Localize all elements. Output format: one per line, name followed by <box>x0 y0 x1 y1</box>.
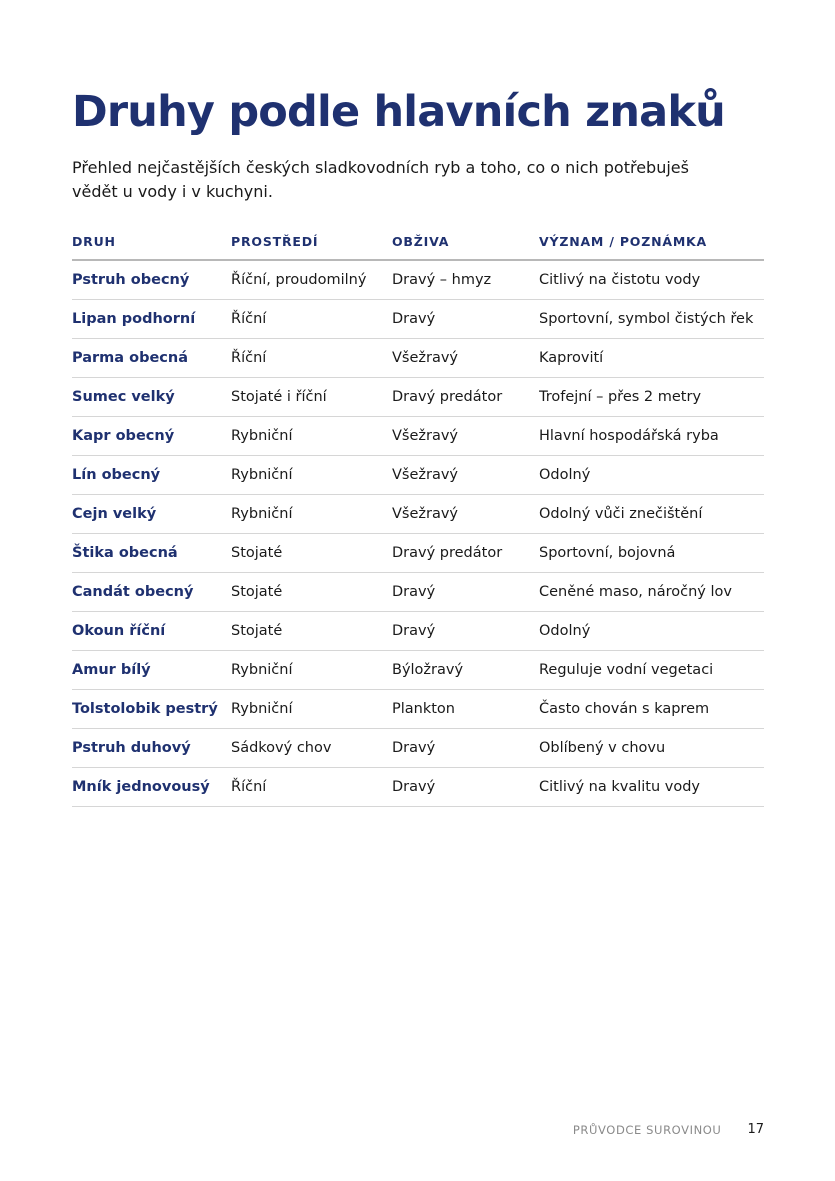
cell-note: Sportovní, symbol čistých řek <box>539 300 764 339</box>
fish-species-table <box>72 224 764 807</box>
column-header-species: DRUH <box>72 224 231 260</box>
cell-note: Často chován s kaprem <box>539 690 764 729</box>
page-footer <box>573 1122 764 1137</box>
table-row <box>72 573 764 612</box>
cell-species: Amur bílý <box>72 651 231 690</box>
table-row <box>72 339 764 378</box>
table-row <box>72 300 764 339</box>
cell-species: Kapr obecný <box>72 417 231 456</box>
cell-diet: Všežravý <box>392 417 539 456</box>
column-header-note: VÝZNAM / POZNÁMKA <box>539 224 764 260</box>
cell-habitat: Říční <box>231 768 392 807</box>
cell-note: Hlavní hospodářská ryba <box>539 417 764 456</box>
table-row <box>72 378 764 417</box>
cell-species: Okoun říční <box>72 612 231 651</box>
cell-habitat: Říční <box>231 300 392 339</box>
cell-diet: Všežravý <box>392 456 539 495</box>
cell-species: Pstruh obecný <box>72 260 231 300</box>
cell-species: Lín obecný <box>72 456 231 495</box>
cell-habitat: Stojaté <box>231 612 392 651</box>
cell-diet: Býložravý <box>392 651 539 690</box>
table-row <box>72 690 764 729</box>
cell-note: Ceněné maso, náročný lov <box>539 573 764 612</box>
table-row <box>72 768 764 807</box>
cell-habitat: Stojaté <box>231 534 392 573</box>
cell-note: Citlivý na kvalitu vody <box>539 768 764 807</box>
table-row <box>72 729 764 768</box>
cell-diet: Dravý <box>392 729 539 768</box>
cell-species: Mník jednovousý <box>72 768 231 807</box>
intro-paragraph: Přehled nejčastějších českých sladkovodních ryb a toho, co o nich potřebuješ vědět u vody i v kuchyni. <box>72 158 689 201</box>
cell-note: Odolný <box>539 612 764 651</box>
cell-habitat: Říční <box>231 339 392 378</box>
column-header-diet: OBŽIVA <box>392 224 539 260</box>
cell-species: Parma obecná <box>72 339 231 378</box>
cell-diet: Dravý <box>392 300 539 339</box>
cell-habitat: Sádkový chov <box>231 729 392 768</box>
cell-diet: Dravý <box>392 612 539 651</box>
cell-habitat: Rybniční <box>231 651 392 690</box>
table-row <box>72 495 764 534</box>
cell-note: Kaprovití <box>539 339 764 378</box>
cell-note: Sportovní, bojovná <box>539 534 764 573</box>
cell-species: Candát obecný <box>72 573 231 612</box>
page-number: 17 <box>747 1122 764 1137</box>
cell-note: Reguluje vodní vegetaci <box>539 651 764 690</box>
cell-diet: Dravý <box>392 768 539 807</box>
cell-species: Tolstolobik pestrý <box>72 690 231 729</box>
cell-note: Oblíbený v chovu <box>539 729 764 768</box>
cell-diet: Dravý predátor <box>392 378 539 417</box>
cell-habitat: Říční, proudomilný <box>231 260 392 300</box>
cell-species: Lipan podhorní <box>72 300 231 339</box>
cell-species: Cejn velký <box>72 495 231 534</box>
cell-diet: Plankton <box>392 690 539 729</box>
cell-note: Trofejní – přes 2 metry <box>539 378 764 417</box>
cell-habitat: Rybniční <box>231 495 392 534</box>
cell-diet: Všežravý <box>392 495 539 534</box>
table-row <box>72 456 764 495</box>
table-header-row <box>72 224 764 260</box>
table-row <box>72 260 764 300</box>
table-row <box>72 534 764 573</box>
cell-species: Štika obecná <box>72 534 231 573</box>
cell-note: Citlivý na čistotu vody <box>539 260 764 300</box>
footer-label: PRŮVODCE SUROVINOU <box>572 1122 722 1137</box>
cell-habitat: Rybniční <box>231 690 392 729</box>
column-header-habitat: PROSTŘEDÍ <box>231 224 392 260</box>
cell-note: Odolný <box>539 456 764 495</box>
table-body <box>72 260 764 807</box>
table-row <box>72 417 764 456</box>
table-row <box>72 651 764 690</box>
cell-diet: Dravý <box>392 573 539 612</box>
cell-note: Odolný vůči znečištění <box>539 495 764 534</box>
cell-species: Pstruh duhový <box>72 729 231 768</box>
cell-habitat: Rybniční <box>231 456 392 495</box>
cell-habitat: Rybniční <box>231 417 392 456</box>
cell-habitat: Stojaté i říční <box>231 378 392 417</box>
cell-diet: Všežravý <box>392 339 539 378</box>
cell-habitat: Stojaté <box>231 573 392 612</box>
table-row <box>72 612 764 651</box>
page-title: Druhy podle hlavních znaků <box>72 87 725 137</box>
cell-species: Sumec velký <box>72 378 231 417</box>
cell-diet: Dravý predátor <box>392 534 539 573</box>
cell-diet: Dravý – hmyz <box>392 260 539 300</box>
